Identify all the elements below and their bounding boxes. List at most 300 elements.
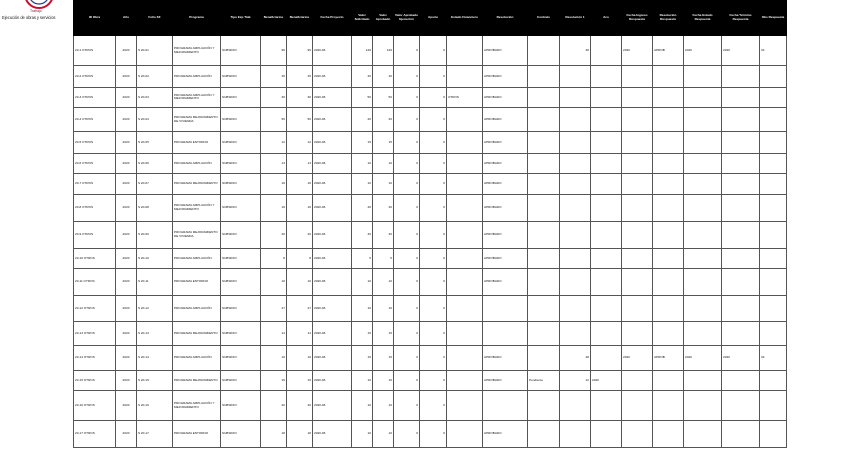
table-cell: 0 [420, 391, 447, 421]
table-cell: APROBADO [483, 132, 528, 153]
table-cell: 20-6 OTROS [74, 153, 116, 173]
table-cell [722, 391, 760, 421]
table-row [74, 153, 787, 173]
table-cell [591, 132, 622, 153]
table-cell: 10 [352, 370, 373, 390]
table-cell: 10 [373, 370, 394, 390]
column-header: Aco [591, 1, 622, 36]
table-cell [560, 269, 591, 295]
table-cell: SUBSIDIO [221, 391, 261, 421]
table-cell: 0 [420, 173, 447, 194]
table-cell [528, 221, 560, 248]
table-cell: APROBADO [483, 66, 528, 87]
table-cell: 8 [261, 249, 287, 269]
table-cell [447, 269, 483, 295]
table-cell [528, 108, 560, 132]
table-cell [447, 391, 483, 421]
table-cell: 2020 [116, 269, 137, 295]
table-cell: 2020 [116, 221, 137, 248]
column-header: Valor Aprobado Ejecución [394, 1, 420, 36]
table-cell: 8 [287, 249, 313, 269]
table-cell: PROGRAMA AMPLIACIÓN Y MEJORAMIENTO [173, 36, 221, 66]
table-cell: SUBSIDIO [221, 36, 261, 66]
table-cell: 10 [352, 173, 373, 194]
table-cell [622, 249, 653, 269]
table-cell: 40 [373, 195, 394, 221]
table-cell: 0 [420, 249, 447, 269]
table-cell: 2020 [591, 370, 622, 390]
table-cell [622, 269, 653, 295]
table-cell [722, 269, 760, 295]
table-cell [528, 87, 560, 107]
table-cell [622, 108, 653, 132]
table-cell [684, 295, 722, 321]
table-cell: 10 [373, 153, 394, 173]
table-cell [760, 153, 787, 173]
table-cell [560, 322, 591, 346]
table-cell: 20-5 OTROS [74, 132, 116, 153]
table-cell [447, 421, 483, 448]
table-cell: 0 [394, 322, 420, 346]
table-row [74, 322, 787, 346]
table-cell: SUBSIDIO [221, 221, 261, 248]
table-cell [622, 195, 653, 221]
column-header: Tipo Exp Tiab [221, 1, 261, 36]
table-cell: 0 [420, 421, 447, 448]
table-cell [560, 421, 591, 448]
table-cell: S 20-12 [137, 295, 173, 321]
table-cell: S 20-04 [137, 108, 173, 132]
table-cell [591, 153, 622, 173]
table-cell [591, 346, 622, 370]
table-cell [760, 221, 787, 248]
table-cell: S 20-02 [137, 66, 173, 87]
table-cell: 16 [287, 173, 313, 194]
table-cell: 12 [261, 132, 287, 153]
column-header: Folio SF [137, 1, 173, 36]
table-cell [722, 108, 760, 132]
table-cell: 0 [394, 87, 420, 107]
table-cell: PROGRAMA ENTORNO [173, 269, 221, 295]
table-cell: 20-1 OTROS [74, 36, 116, 66]
table-cell: PROGRAMA AMPLIACIÓN [173, 346, 221, 370]
column-header: Programa [173, 1, 221, 36]
column-header: Valor Solicitado [352, 1, 373, 36]
table-cell [684, 269, 722, 295]
table-cell: 2020-06 [313, 87, 352, 107]
table-cell: 10 [287, 346, 313, 370]
table-cell [483, 391, 528, 421]
table-cell: 20 [287, 221, 313, 248]
table-header-row [74, 1, 787, 36]
table-cell: 2020-06 [313, 108, 352, 132]
table-cell: 20-12 OTROS [74, 295, 116, 321]
table-cell [528, 421, 560, 448]
table-cell: 10 [373, 421, 394, 448]
table-cell: 18 [261, 421, 287, 448]
column-header: Obs Respuesta [760, 1, 787, 36]
table-cell: 96 [287, 36, 313, 66]
table-cell [760, 173, 787, 194]
table-cell: 0 [394, 221, 420, 248]
table-cell: APROBADO [483, 346, 528, 370]
table-cell [722, 87, 760, 107]
table-cell: 15 [373, 346, 394, 370]
table-cell: Pendiente [528, 370, 560, 390]
table-cell: S 20-10 [137, 249, 173, 269]
table-cell: 27 [261, 295, 287, 321]
table-cell: 2020 [622, 346, 653, 370]
table-cell: 15 [352, 322, 373, 346]
table-cell [760, 391, 787, 421]
table-cell [722, 322, 760, 346]
table-cell: SUBSIDIO [221, 132, 261, 153]
table-cell: S 20-05 [137, 132, 173, 153]
table-cell: 0 [394, 173, 420, 194]
table-cell: 0 [394, 421, 420, 448]
org-line: Ejecución de obras y servicios [2, 15, 56, 20]
table-row [74, 66, 787, 87]
table-cell: S 20-16 [137, 391, 173, 421]
table-cell [591, 391, 622, 421]
table-cell: 96 [261, 36, 287, 66]
table-cell: PROGRAMA MEJORAMIENTO DE VIVIENDA [173, 221, 221, 248]
table-cell: 2020-06 [313, 195, 352, 221]
table-cell [622, 391, 653, 421]
table-cell: PROGRAMA MEJORAMIENTO [173, 173, 221, 194]
table-cell: 2020 [116, 153, 137, 173]
table-cell: 0 [394, 370, 420, 390]
table-cell: 2020-06 [313, 391, 352, 421]
table-cell: 2020 [722, 36, 760, 66]
table-cell [622, 370, 653, 390]
table-cell [684, 132, 722, 153]
table-cell: S 20-13 [137, 322, 173, 346]
table-cell [684, 370, 722, 390]
table-cell: 2020 [116, 370, 137, 390]
table-cell: 2020-06 [313, 36, 352, 66]
table-cell [722, 249, 760, 269]
table-cell: PROGRAMA AMPLIACIÓN Y MEJORAMIENTO [173, 195, 221, 221]
table-cell [760, 87, 787, 107]
table-cell [622, 421, 653, 448]
table-cell [528, 295, 560, 321]
table-cell [447, 346, 483, 370]
table-cell: 2020 [116, 195, 137, 221]
table-cell: 15 [287, 370, 313, 390]
table-cell: 2020 [116, 108, 137, 132]
table-cell: 5 [352, 249, 373, 269]
table-cell: S 20-11 [137, 269, 173, 295]
table-cell: 0 [420, 132, 447, 153]
table-row [74, 269, 787, 295]
table-cell: 10 [352, 153, 373, 173]
column-header: Fecha Estado Respuesta [684, 1, 722, 36]
table-cell [447, 66, 483, 87]
table-cell [722, 173, 760, 194]
table-cell [760, 249, 787, 269]
table-cell: 13 [261, 153, 287, 173]
table-cell: 0 [394, 195, 420, 221]
table-cell: 10 [373, 295, 394, 321]
table-cell [684, 322, 722, 346]
table-cell: S 20-01 [137, 36, 173, 66]
table-cell: APROBADO [483, 421, 528, 448]
table-cell [653, 370, 684, 390]
table-cell [760, 295, 787, 321]
table-cell: 2020 [116, 346, 137, 370]
table-cell: 2020-06 [313, 269, 352, 295]
table-cell [653, 153, 684, 173]
table-cell: 20 [373, 108, 394, 132]
table-row [74, 195, 787, 221]
table-cell [447, 295, 483, 321]
table-cell [684, 87, 722, 107]
table-cell: 5 [373, 249, 394, 269]
table-cell [684, 173, 722, 194]
table-cell: 0 [420, 295, 447, 321]
table-cell: PROGRAMA ENTORNO [173, 421, 221, 448]
table-cell [653, 322, 684, 346]
table-cell: 0 [420, 66, 447, 87]
table-cell: 120 [373, 36, 394, 66]
table-cell: 2020-06 [313, 370, 352, 390]
column-header: Beneficiarios [261, 1, 287, 36]
table-cell: 16 [287, 195, 313, 221]
table-cell: 0 [394, 36, 420, 66]
table-cell [447, 221, 483, 248]
table-cell: SUBSIDIO [221, 269, 261, 295]
table-cell: 48 [560, 36, 591, 66]
table-row [74, 295, 787, 321]
table-cell [560, 295, 591, 321]
table-cell: 2020-06 [313, 249, 352, 269]
table-cell [653, 195, 684, 221]
table-cell: SUBSIDIO [221, 66, 261, 87]
table-cell: 15 [352, 132, 373, 153]
table-cell: 2020-06 [313, 132, 352, 153]
table-cell: 34 [760, 36, 787, 66]
table-cell: PROGRAMA AMPLIACIÓN [173, 153, 221, 173]
table-cell: PROGRAMA MEJORAMIENTO [173, 322, 221, 346]
table-cell [760, 322, 787, 346]
column-header: Resolución [483, 1, 528, 36]
table-cell [722, 66, 760, 87]
table-cell: 20 [261, 221, 287, 248]
table-row [74, 346, 787, 370]
table-cell [560, 195, 591, 221]
table-cell [528, 346, 560, 370]
table-cell: OTROS [447, 87, 483, 107]
table-cell: 50 [261, 108, 287, 132]
table-cell [653, 87, 684, 107]
table-cell: 40 [373, 66, 394, 87]
table-cell: 2020-06 [313, 295, 352, 321]
table-cell: 2020-06 [313, 322, 352, 346]
table-row [74, 221, 787, 248]
table-row [74, 132, 787, 153]
table-cell [622, 221, 653, 248]
table-cell [684, 195, 722, 221]
column-header: Contrato [528, 1, 560, 36]
table-cell: 2020 [116, 66, 137, 87]
table-cell: 20-17 OTROS [74, 421, 116, 448]
table-cell: 15 [261, 370, 287, 390]
table-cell: 15 [373, 322, 394, 346]
table-cell [560, 249, 591, 269]
table-cell: 0 [394, 295, 420, 321]
table-cell: 0 [420, 36, 447, 66]
table-cell: SUBSIDIO [221, 322, 261, 346]
table-cell [528, 391, 560, 421]
table-cell: 50 [373, 87, 394, 107]
table-row [74, 421, 787, 448]
table-cell: 20 [287, 391, 313, 421]
table-cell: 50 [352, 87, 373, 107]
table-cell: PROGRAMA AMPLIACIÓN [173, 66, 221, 87]
table-cell: 2020 [622, 36, 653, 66]
table-cell [722, 195, 760, 221]
table-cell: 2020-06 [313, 221, 352, 248]
table-cell: 2020 [116, 36, 137, 66]
table-cell: 10 [352, 269, 373, 295]
table-cell: 20-11 OTROS [74, 269, 116, 295]
table-cell: 34 [760, 346, 787, 370]
table-cell: 45 [287, 66, 313, 87]
table-cell [653, 391, 684, 421]
table-cell: 0 [420, 346, 447, 370]
table-cell: 0 [420, 195, 447, 221]
table-cell [760, 370, 787, 390]
table-cell [684, 153, 722, 173]
table-cell: 0 [394, 269, 420, 295]
table-cell: APROB [653, 346, 684, 370]
table-cell: 2020 [684, 36, 722, 66]
table-cell [528, 173, 560, 194]
table-cell [447, 132, 483, 153]
table-cell [591, 108, 622, 132]
table-cell [653, 132, 684, 153]
table-cell [528, 269, 560, 295]
column-header: Aporte [420, 1, 447, 36]
column-header: Estado Financiero [447, 1, 483, 36]
table-cell [722, 370, 760, 390]
table-cell: 0 [394, 66, 420, 87]
table-cell [560, 108, 591, 132]
table-cell: 2020-06 [313, 153, 352, 173]
table-cell [722, 153, 760, 173]
column-header: Fecha Término Respuesta [722, 1, 760, 36]
table-cell: 45 [261, 66, 287, 87]
table-cell: 18 [287, 421, 313, 448]
table-cell: 14 [287, 322, 313, 346]
table-cell: 2020-06 [313, 421, 352, 448]
table-cell: PROGRAMA AMPLIACIÓN Y MEJORAMIENTO [173, 87, 221, 107]
table-cell [591, 66, 622, 87]
table-cell [447, 370, 483, 390]
table-cell [760, 269, 787, 295]
table-cell: 20 [352, 108, 373, 132]
table-cell: 20-4 OTROS [74, 108, 116, 132]
table-cell: 10 [352, 421, 373, 448]
table-cell: APROBADO [483, 269, 528, 295]
column-header: Resolución Respuesta [653, 1, 684, 36]
table-cell: APROBADO [483, 195, 528, 221]
table-row [74, 173, 787, 194]
table-cell [447, 153, 483, 173]
table-cell: 15 [373, 132, 394, 153]
table-cell: SUBSIDIO [221, 195, 261, 221]
table-cell: 15 [352, 346, 373, 370]
table-cell: PROGRAMA ENTORNO [173, 132, 221, 153]
table-row [74, 87, 787, 107]
table-cell: 10 [261, 269, 287, 295]
table-cell [447, 36, 483, 66]
table-cell [622, 295, 653, 321]
table-cell [653, 269, 684, 295]
table-cell: APROBADO [483, 249, 528, 269]
table-cell: 30 [373, 221, 394, 248]
table-cell [722, 221, 760, 248]
column-header: Resolución 1 [560, 1, 591, 36]
table-cell: 2020-06 [313, 173, 352, 194]
table-cell: 0 [394, 391, 420, 421]
table-cell: 10 [373, 173, 394, 194]
table-cell [653, 173, 684, 194]
table-cell: 12 [560, 370, 591, 390]
table-cell [684, 391, 722, 421]
table-cell [483, 322, 528, 346]
table-cell: SUBSIDIO [221, 346, 261, 370]
table-cell: 0 [420, 87, 447, 107]
table-cell [722, 132, 760, 153]
table-cell [622, 66, 653, 87]
table-cell [447, 195, 483, 221]
table-cell: SUBSIDIO [221, 87, 261, 107]
table-cell: PROGRAMA MEJORAMIENTO [173, 370, 221, 390]
table-cell [591, 322, 622, 346]
table-cell [528, 66, 560, 87]
column-header: Año [116, 1, 137, 36]
table-row [74, 36, 787, 66]
table-cell: S 20-08 [137, 195, 173, 221]
table-cell: 0 [394, 132, 420, 153]
table-cell: 30 [261, 87, 287, 107]
table-cell: 50 [287, 108, 313, 132]
table-cell: 2020 [116, 132, 137, 153]
table-cell [591, 421, 622, 448]
table-cell: 48 [560, 346, 591, 370]
table-cell: 0 [394, 249, 420, 269]
table-cell: SUBSIDIO [221, 173, 261, 194]
table-cell: 13 [287, 153, 313, 173]
table-cell [684, 421, 722, 448]
table-cell [653, 221, 684, 248]
table-cell: 40 [352, 195, 373, 221]
table-cell: PROGRAMA AMPLIACIÓN [173, 249, 221, 269]
table-cell [760, 132, 787, 153]
table-cell: APROBADO [483, 87, 528, 107]
table-cell: 10 [352, 295, 373, 321]
table-cell: S 20-17 [137, 421, 173, 448]
table-cell [560, 66, 591, 87]
table-cell [560, 132, 591, 153]
table-cell: SUBSIDIO [221, 370, 261, 390]
table-cell: 0 [420, 153, 447, 173]
table-cell: S 20-07 [137, 173, 173, 194]
table-cell: 27 [287, 295, 313, 321]
table-cell [653, 421, 684, 448]
